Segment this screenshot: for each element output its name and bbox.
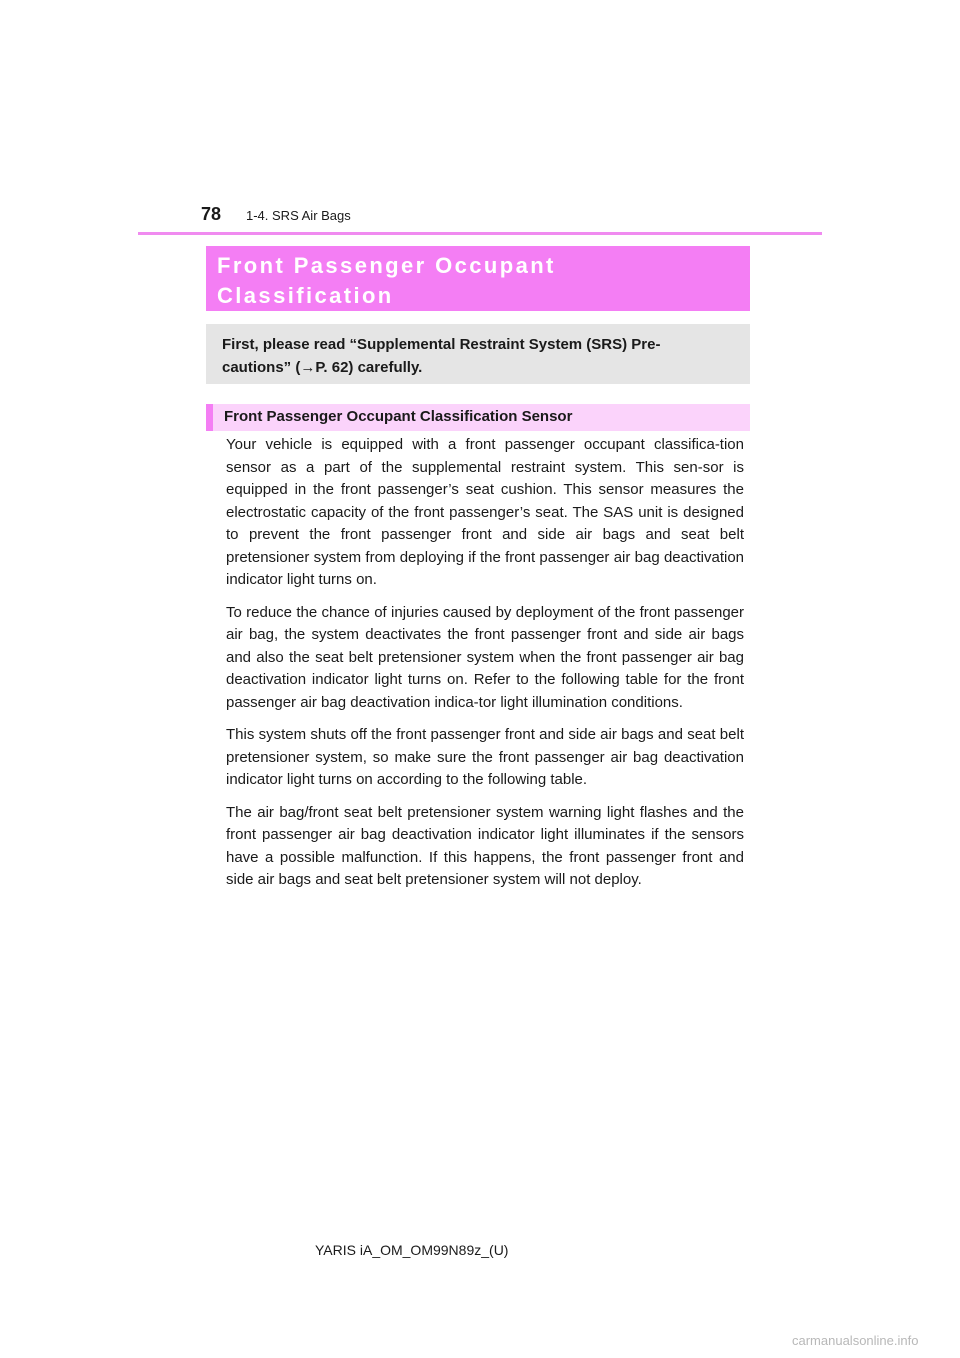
header-divider: [138, 232, 822, 235]
paragraph-1: Your vehicle is equipped with a front passenger occupant classifica-tion sensor as a part of the supplemental restraint system. This sen-sor is equipped in the front passenger’s seat cushion. This sensor measures the electrostatic capacity of the front passenger’s seat. The SAS unit is designed to prevent the front passenger front and side air bags and seat belt pretensioner system from deploying if the front passenger air bag deactivation indicator light turns on.: [226, 436, 744, 588]
body-text: [226, 434, 744, 902]
page-header: [0, 0, 960, 240]
intro-note: [206, 324, 750, 384]
paragraph-2: To reduce the chance of injuries caused by deployment of the front passenger air bag, the system deactivates the front passenger front and side air bags and also the seat belt pretensioner system when the front passenger air bag deactivation indicator light turns on. Refer to the following table for the front passenger air bag deactivation indica-tor light illumination conditions.: [226, 603, 744, 711]
intro-note-line-2: cautions” (→P. 62) carefully.: [222, 359, 423, 376]
subsection-heading-text: Front Passenger Occupant Classification Sensor: [224, 408, 573, 425]
page-number: 78: [201, 204, 222, 224]
section-label: 1-4. SRS Air Bags: [246, 208, 351, 223]
subsection-heading: [206, 404, 750, 431]
title-banner: [206, 246, 750, 311]
intro-note-line-1: First, please read “Supplemental Restraint System (SRS) Pre-: [222, 336, 661, 353]
paragraph-3: This system shuts off the front passenger front and side air bags and seat belt pretensioner system, so make sure the front passenger air bag deactivation indicator light turns on according to the following table.: [226, 726, 744, 788]
document-id: YARIS iA_OM_OM99N89z_(U): [315, 1242, 509, 1258]
watermark: carmanualsonline.info: [792, 1333, 919, 1348]
page-title-line-1: Front Passenger Occupant Classification: [217, 253, 556, 308]
paragraph-4: The air bag/front seat belt pretensioner system warning light flashes and the front passenger air bag deactivation indicator light illuminates if the sensors have a possible malfunction. If this happens, the front passenger front and side air bags and seat belt pretensioner system will not deploy.: [226, 803, 744, 888]
